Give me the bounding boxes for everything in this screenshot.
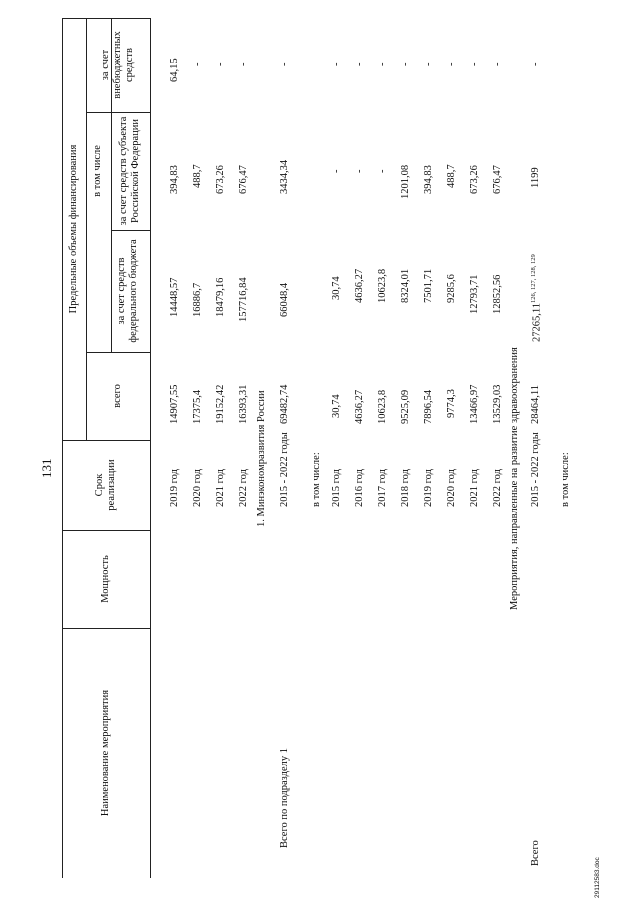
col-right-border (62, 18, 150, 19)
total-cell: 4636,27 (354, 389, 365, 424)
regional-cell: 488,7 (192, 164, 203, 188)
name-cell: Всего по подразделу 1 (279, 747, 290, 848)
extra-cell: - (354, 62, 365, 66)
regional-cell: - (354, 169, 365, 173)
page-number-box (40, 438, 56, 478)
federal-cell: 8324,01 (400, 268, 411, 303)
regional-cell: - (331, 169, 342, 173)
term-cell: 2020 год (192, 469, 203, 507)
term-cell: 2022 год (238, 469, 249, 507)
section-heading: Мероприятия, направленные на развитие здравоохранения (509, 347, 520, 610)
total-cell: 17375,4 (192, 389, 203, 424)
federal-cell: 16886,7 (192, 282, 203, 317)
term-cell: 2015 год (331, 469, 342, 507)
total-cell: 10623,8 (377, 389, 388, 424)
total-cell: 16393,31 (238, 384, 249, 424)
header-funding-group: Предельные объемы финансирования (67, 144, 79, 314)
federal-cell: 14448,57 (169, 277, 180, 317)
regional-cell: 394,83 (169, 165, 180, 194)
col-divider-term-total (62, 440, 150, 441)
page-number: 131 (39, 458, 54, 478)
federal-value: 27265,11 (531, 303, 543, 342)
col-divider-regional-extra (86, 112, 150, 113)
term-cell: 2017 год (377, 469, 388, 507)
total-cell: 9774,3 (446, 389, 457, 418)
term-cell: 2022 год (492, 469, 503, 507)
regional-cell: 676,47 (238, 165, 249, 194)
term-cell: 2019 год (423, 469, 434, 507)
footer-doc-code: 29112583.doc (594, 857, 601, 898)
extra-cell: - (446, 62, 457, 66)
term-cell: 2015 - 2022 годы (530, 432, 541, 507)
total-cell: 9525,09 (400, 389, 411, 424)
term-cell: 2021 год (215, 469, 226, 507)
federal-cell: 9285,6 (446, 274, 457, 303)
extra-cell: - (331, 62, 342, 66)
footnote-refs: 126, 127, 128, 129 (530, 254, 537, 303)
federal-cell: 7501,71 (423, 268, 434, 303)
header-extrabudget: за счет внебюджетных средств (99, 31, 136, 99)
header-bottom-border (150, 18, 151, 878)
regional-cell: - (377, 169, 388, 173)
total-cell: 7896,54 (423, 389, 434, 424)
federal-cell: 10623,8 (377, 268, 388, 303)
extra-cell: - (492, 62, 503, 66)
table-top-border (62, 18, 63, 878)
header-federal: за счет средств федерального бюджета (115, 239, 139, 343)
extra-cell: - (279, 62, 290, 66)
extra-cell: - (238, 62, 249, 66)
col-divider-capacity-term (62, 530, 150, 531)
term-cell: 2018 год (400, 469, 411, 507)
regional-cell: 676,47 (492, 165, 503, 194)
subheading: в том числе: (560, 452, 571, 507)
federal-cell: 4636,27 (354, 268, 365, 303)
total-cell: 19152,42 (215, 384, 226, 424)
header-term: Срок реализации (93, 459, 117, 511)
regional-cell: 673,26 (215, 165, 226, 194)
extra-cell: 64,15 (169, 58, 180, 82)
subheading: в том числе: (311, 452, 322, 507)
federal-cell: 157716,84 (238, 277, 249, 322)
funding-group-divider (86, 18, 87, 440)
col-divider-name-capacity (62, 628, 150, 629)
header-regional: за счет средств субъекта Российской Федерации (117, 116, 141, 226)
section-heading: 1. Минэкономразвития России (256, 390, 267, 527)
total-cell: 13466,97 (469, 384, 480, 424)
extra-cell: - (192, 62, 203, 66)
regional-cell: 488,7 (446, 164, 457, 188)
term-cell: 2021 год (469, 469, 480, 507)
term-cell: 2016 год (354, 469, 365, 507)
header-capacity: Мощность (99, 555, 111, 603)
header-name: Наименование мероприятия (99, 689, 111, 817)
federal-cell: 30,74 (331, 276, 342, 300)
total-cell: 28464,11 (530, 385, 541, 424)
extra-cell: - (530, 62, 541, 66)
total-cell: 69482,74 (279, 384, 290, 424)
name-cell: Всего (530, 840, 541, 866)
col-divider-total-federal (86, 352, 150, 353)
extra-cell: - (469, 62, 480, 66)
header-total: всего (111, 384, 123, 408)
regional-cell: 1201,08 (400, 164, 411, 199)
extra-cell: - (423, 62, 434, 66)
federal-cell: 66048,4 (279, 282, 290, 317)
term-cell: 2015 - 2022 годы (279, 432, 290, 507)
regional-cell: 3434,34 (279, 159, 290, 194)
federal-cell (531, 254, 543, 342)
total-cell: 14907,55 (169, 384, 180, 424)
term-cell: 2019 год (169, 469, 180, 507)
term-cell: 2020 год (446, 469, 457, 507)
regional-cell: 673,26 (469, 165, 480, 194)
regional-cell: 394,83 (423, 165, 434, 194)
federal-cell: 12852,56 (492, 274, 503, 314)
regional-cell: 1199 (530, 167, 541, 188)
extra-cell: - (215, 62, 226, 66)
federal-cell: 18479,16 (215, 277, 226, 317)
extra-cell: - (377, 62, 388, 66)
federal-cell: 12793,71 (469, 274, 480, 314)
header-including: в том числе (91, 145, 103, 197)
total-cell: 13529,03 (492, 384, 503, 424)
extra-cell: - (400, 62, 411, 66)
total-cell: 30,74 (331, 394, 342, 418)
